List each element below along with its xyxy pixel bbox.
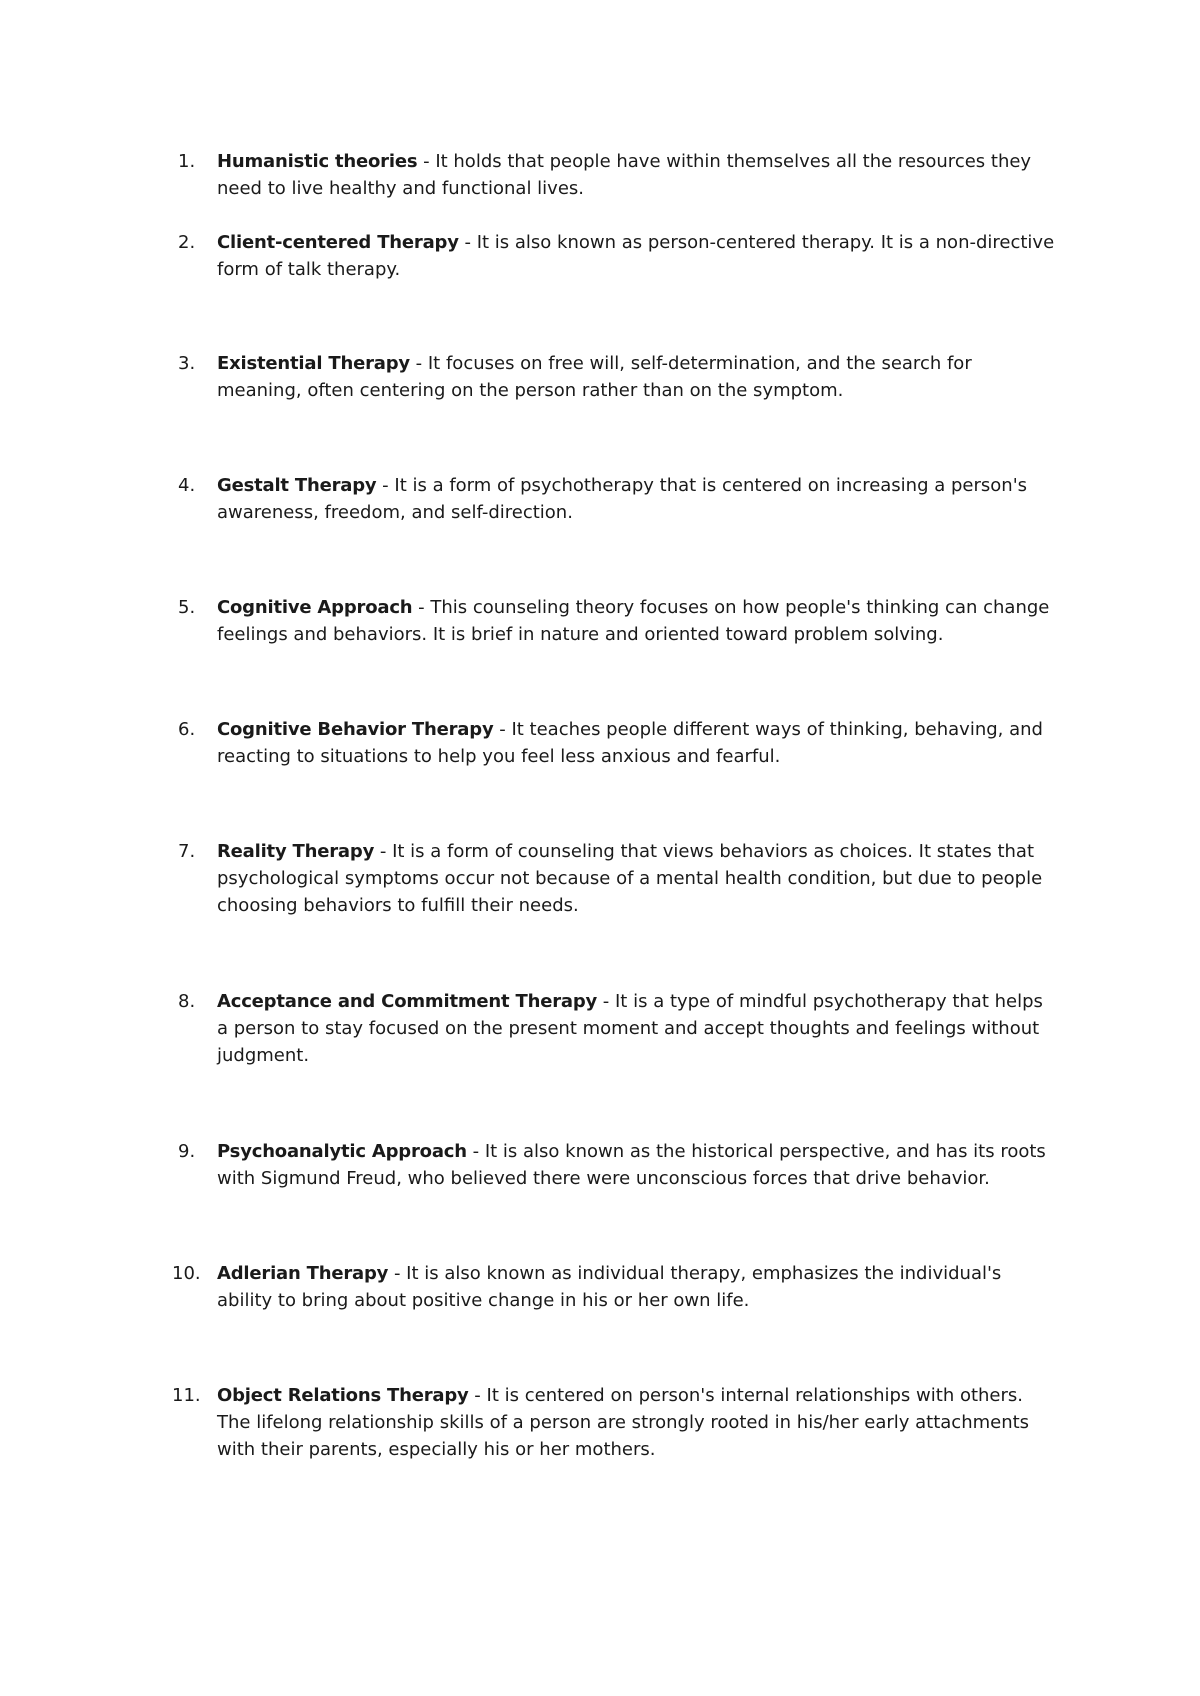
item-text bbox=[217, 1382, 1057, 1463]
item-number: 7. bbox=[178, 841, 196, 862]
item-separator: - bbox=[417, 151, 436, 172]
item-description: It focuses on free will, self-determination, and the search for meaning, often centering on the person rather than on the symptom. bbox=[217, 353, 972, 401]
item-description: It is a type of mindful psychotherapy that helps a person to stay focused on the present moment and accept thoughts and feelings without judgment. bbox=[217, 991, 1043, 1066]
item-separator: - bbox=[466, 1141, 485, 1162]
item-text bbox=[217, 838, 1057, 919]
item-term: Gestalt Therapy bbox=[217, 475, 377, 496]
item-description: It is also known as the historical perspective, and has its roots with Sigmund Freud, who believed there were unconscious forces that drive behavior. bbox=[217, 1141, 1046, 1189]
item-term: Acceptance and Commitment Therapy bbox=[217, 991, 598, 1012]
item-number: 10. bbox=[172, 1263, 201, 1284]
item-number: 1. bbox=[178, 151, 196, 172]
item-number: 8. bbox=[178, 991, 196, 1012]
item-text bbox=[217, 148, 1057, 202]
item-separator: - bbox=[376, 475, 395, 496]
item-separator: - bbox=[412, 597, 431, 618]
item-number: 9. bbox=[178, 1141, 196, 1162]
item-term: Existential Therapy bbox=[217, 353, 410, 374]
item-term: Cognitive Approach bbox=[217, 597, 413, 618]
item-separator: - bbox=[458, 232, 477, 253]
item-number: 5. bbox=[178, 597, 196, 618]
item-text bbox=[217, 988, 1057, 1069]
item-term: Adlerian Therapy bbox=[217, 1263, 389, 1284]
item-description: It is also known as individual therapy, emphasizes the individual's ability to bring about positive change in his or her own life. bbox=[217, 1263, 1002, 1311]
item-text bbox=[217, 229, 1057, 283]
item-separator: - bbox=[597, 991, 615, 1012]
item-term: Client-centered Therapy bbox=[217, 232, 459, 253]
item-separator: - bbox=[468, 1385, 487, 1406]
item-number: 11. bbox=[172, 1385, 201, 1406]
item-term: Humanistic theories bbox=[217, 151, 418, 172]
item-text bbox=[217, 716, 1057, 770]
item-separator: - bbox=[374, 841, 393, 862]
item-description: It is a form of psychotherapy that is centered on increasing a person's awareness, freedom, and self-direction. bbox=[217, 475, 1028, 523]
item-term: Psychoanalytic Approach bbox=[217, 1141, 467, 1162]
item-description: This counseling theory focuses on how people's thinking can change feelings and behaviors. It is brief in nature and oriented toward problem solving. bbox=[217, 597, 1050, 645]
item-description: It is centered on person's internal relationships with others. The lifelong relationship skills of a person are strongly rooted in his/her early attachments with their parents, especially his or her mothers. bbox=[217, 1385, 1030, 1460]
item-number: 3. bbox=[178, 353, 196, 374]
item-number: 4. bbox=[178, 475, 196, 496]
item-text bbox=[217, 1138, 1057, 1192]
item-description: It is a form of counseling that views behaviors as choices. It states that psychological symptoms occur not because of a mental health condition, but due to people choosing behaviors to fulfill their needs. bbox=[217, 841, 1043, 916]
item-description: It teaches people different ways of thinking, behaving, and reacting to situations to help you feel less anxious and fearful. bbox=[217, 719, 1043, 767]
item-separator: - bbox=[493, 719, 512, 740]
item-term: Reality Therapy bbox=[217, 841, 375, 862]
item-text bbox=[217, 350, 1057, 404]
item-number: 2. bbox=[178, 232, 196, 253]
item-term: Object Relations Therapy bbox=[217, 1385, 469, 1406]
item-term: Cognitive Behavior Therapy bbox=[217, 719, 494, 740]
item-separator: - bbox=[409, 353, 428, 374]
item-description: It is also known as person-centered therapy. It is a non-directive form of talk therapy. bbox=[217, 232, 1055, 280]
item-separator: - bbox=[388, 1263, 407, 1284]
item-text bbox=[217, 594, 1057, 648]
item-text bbox=[217, 1260, 1057, 1314]
item-number: 6. bbox=[178, 719, 196, 740]
item-text bbox=[217, 472, 1057, 526]
item-description: It holds that people have within themselves all the resources they need to live healthy and functional lives. bbox=[217, 151, 1032, 199]
